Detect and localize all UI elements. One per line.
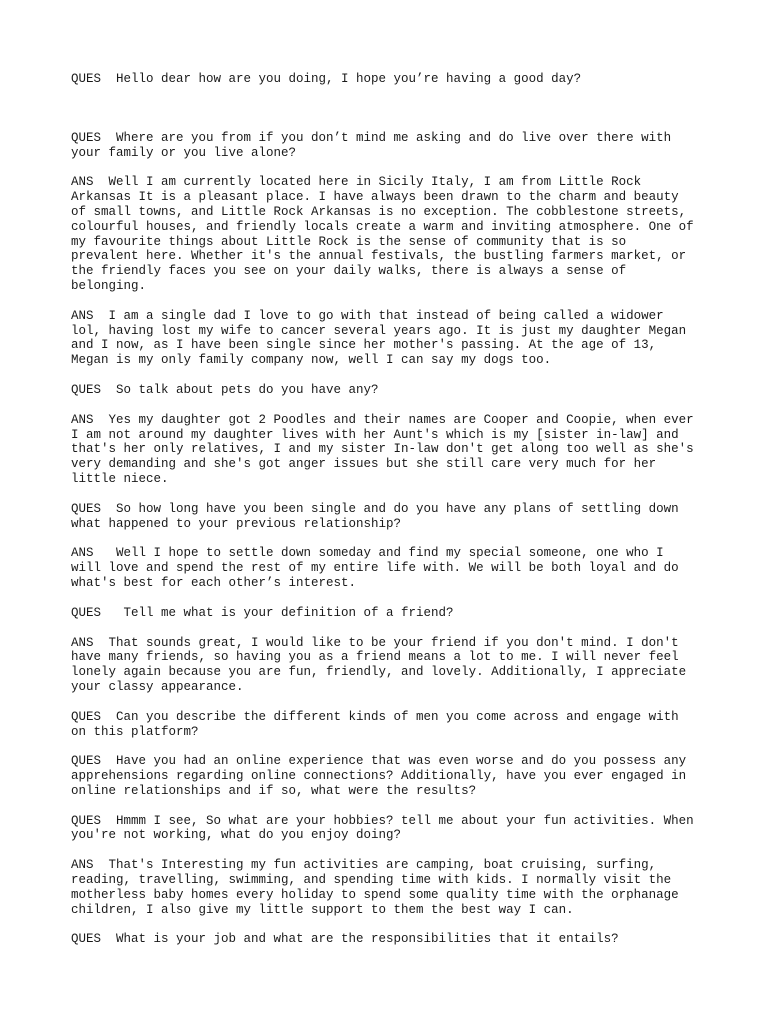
answer-friend: ANS That sounds great, I would like to be your friend if you don't mind. I don't have many friends, so having you as a friend means a lot to me. I will never feel lonely again because you are fun, friendly, and lovely. Additionally, I appreciate your classy appearance. [71,635,687,694]
answer-pets: ANS Yes my daughter got 2 Poodles and their names are Cooper and Coopie, when ever I am not around my daughter lives with her Aunt's which is my [sister in-law] and that's her only relatives, I and my sister In-law don't get along too well as she's very demanding and she's got anger issues but she still care very much for her little niece. [71,412,694,486]
question-pets: QUES So talk about pets do you have any? [71,382,379,397]
question-origin: QUES Where are you from if you don’t mind me asking and do live over there with your family or you live alone? [71,130,672,160]
answer-origin: ANS Well I am currently located here in Sicily Italy, I am from Little Rock Arkansas It is a pleasant place. I have always been drawn to the charm and beauty of small towns, and Little Rock Arkansas is no exception. The cobblestone streets, colourful houses, and friendly locals create a warm and inviting atmosphere. One of my favourite things about Little Rock is the sense of community that is so prevalent here. Whether it's the annual festivals, the bustling farmers market, or the friendly faces you see on your daily walks, there is always a sense of belonging. [71,175,694,293]
answer-hobbies: ANS That's Interesting my fun activities are camping, boat cruising, surfing, reading, travelling, swimming, and spending time with kids. I normally visit the motherless baby homes every holiday to spend some quality time with the orphanage children, I also give my little support to them the best way I can. [71,858,679,917]
question-friend: QUES Tell me what is your definition of a friend? [71,605,454,620]
question-single: QUES So how long have you been single and do you have any plans of settling down what happened to your previous relationship? [71,501,679,531]
question-online-experience: QUES Have you had an online experience that was even worse and do you possess any apprehensions regarding online connections? Additionally, have you ever engaged in online relationships and if so, what were the results? [71,754,687,798]
answer-family: ANS I am a single dad I love to go with that instead of being called a widower lol, having lost my wife to cancer several years ago. It is just my daughter Megan and I now, as I have been single since her mother's passing. At the age of 13, Megan is my only family company now, well I can say my dogs too. [71,308,687,368]
question-men: QUES Can you describe the different kinds of men you come across and engage with on this platform? [71,709,679,739]
question-greeting: QUES Hello dear how are you doing, I hope you’re having a good day? [71,72,582,86]
document-page [71,72,711,962]
answer-single: ANS Well I hope to settle down someday and find my special someone, one who I will love and spend the rest of my entire life with. We will be both loyal and do what's best for each other’s interest. [71,546,679,590]
question-hobbies: QUES Hmmm I see, So what are your hobbies? tell me about your fun activities. When you're not working, what do you enjoy doing? [71,813,694,843]
question-job: QUES What is your job and what are the responsibilities that it entails? [71,932,619,947]
